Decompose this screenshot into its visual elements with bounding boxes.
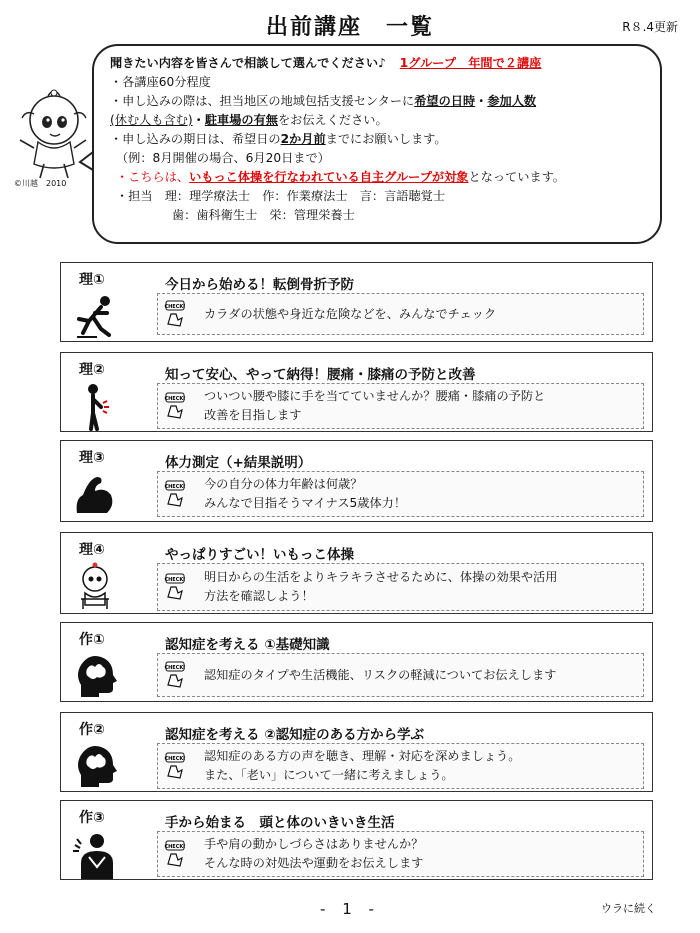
course-description [157, 293, 644, 335]
description-line: 認知症のある方の声を聴き、理解・対応を深めましょう。 [204, 749, 521, 763]
bubble-text: となっています。 [468, 170, 565, 184]
course-code: 作① [79, 632, 105, 648]
course-code: 理② [79, 362, 105, 378]
check-badge-icon [164, 573, 186, 601]
course-code: 理③ [79, 450, 105, 466]
back-pain-icon [71, 381, 119, 433]
bubble-line-2: ・各講座60分程度 [110, 75, 211, 89]
course-title: 手から始まる 頭と体のいきいき生活 [165, 815, 395, 831]
course-description-text [204, 835, 637, 873]
bubble-line-9: 歯：歯科衛生士 栄：管理栄養士 [172, 208, 355, 222]
description-line: 今の自分の体力年齢は何歳？ [204, 477, 363, 491]
course-description-text [204, 666, 637, 685]
check-badge-icon [164, 300, 186, 328]
course-code: 作③ [79, 810, 105, 826]
course-code: 理④ [79, 542, 105, 558]
bubble-text: ・申し込みの期日は、希望日の [110, 132, 281, 146]
course-title: 知って安心、やって納得！腰痛・膝痛の予防と改善 [165, 367, 476, 383]
course-title: 認知症を考える ①基礎知識 [165, 637, 330, 653]
course-description-text [204, 747, 637, 785]
course-description-text [204, 568, 637, 606]
updated-date: R８.4更新 [622, 20, 678, 34]
continued-note: ウラに続く [601, 902, 656, 915]
description-line: カラダの状態や身近な危険などを、みんなでチェック [204, 307, 497, 321]
bubble-participants: 参加人数 [487, 94, 537, 108]
check-badge-icon [164, 392, 186, 420]
course-card [60, 800, 653, 880]
course-code: 理① [79, 272, 105, 288]
course-title: 今日から始める！転倒骨折予防 [165, 277, 354, 293]
course-card [60, 622, 653, 702]
course-title: 体力測定（+結果説明） [165, 455, 312, 471]
bubble-line-6: （例：8月開催の場合、6月20日まで） [116, 151, 330, 165]
course-card [60, 712, 653, 792]
bubble-text: までにお願いします。 [325, 132, 447, 146]
falling-person-icon [71, 291, 119, 343]
bubble-deadline: 2か月前 [280, 132, 326, 146]
course-code: 作② [79, 722, 105, 738]
bubble-line-4 [110, 111, 646, 130]
bubble-line-7 [110, 168, 646, 187]
description-line: そんな時の対処法や運動をお伝えします [204, 856, 424, 870]
bubble-target: いもっこ体操を行なわれている自主グループが対象 [189, 170, 469, 184]
course-card [60, 440, 653, 522]
description-line: みんなで目指そうマイナス5歳体力！ [204, 496, 407, 510]
course-card [60, 352, 653, 432]
course-card [60, 262, 653, 342]
page-title: 出前講座 一覧 [265, 15, 434, 40]
description-line: 方法を確認しよう！ [204, 589, 314, 603]
brain-head-icon [71, 651, 119, 703]
check-badge-text: CHECK! [164, 577, 186, 583]
check-badge-icon [164, 840, 186, 868]
bubble-parking: 駐車場の有無 [204, 113, 278, 127]
course-title: 認知症を考える ②認知症のある方から学ぶ [165, 727, 425, 743]
description-line: 認知症のタイプや生活機能、リスクの軽減についてお伝えします [204, 668, 557, 682]
bubble-line-8: ・担当 理：理学療法士 作：作業療法士 言：言語聴覚士 [116, 189, 446, 203]
check-badge-icon [164, 480, 186, 508]
check-badge-text: CHECK! [164, 304, 186, 310]
bubble-request: 聞きたい内容を皆さんで相談して選んでください♪ [110, 56, 386, 70]
mascot-exercise-icon [71, 561, 119, 613]
check-badge-text: CHECK! [164, 756, 186, 762]
course-card [60, 532, 653, 614]
description-line: 明日からの生活をよりキラキラさせるために、体操の効果や活用 [204, 570, 558, 584]
brain-head-icon [71, 741, 119, 793]
description-line: 改善を目指します [204, 408, 302, 422]
course-description [157, 471, 644, 517]
course-title: やっぱりすごい！いもっこ体操 [165, 547, 354, 563]
course-description [157, 831, 644, 877]
course-description-text [204, 305, 637, 324]
bubble-absent-note: (休む人も含む) [110, 113, 193, 127]
page-number: - 1 - [320, 900, 380, 918]
check-badge-text: CHECK! [164, 484, 186, 490]
bubble-text: をお伝えください。 [277, 113, 388, 127]
bubble-dot: ・ [475, 94, 488, 108]
check-badge-icon [164, 661, 186, 689]
check-badge-text: CHECK! [164, 665, 186, 671]
copyright: ©川越 2010 [14, 179, 67, 188]
check-badge-text: CHECK! [164, 396, 186, 402]
description-line: また、「老い」について一緒に考えましょう。 [204, 768, 454, 782]
bubble-text: ・申し込みの際は、担当地区の地域包括支援センターに [110, 94, 415, 108]
bubble-line-5 [110, 130, 646, 149]
course-description-text [204, 475, 637, 513]
course-description [157, 383, 644, 429]
bubble-limit: 1グループ 年間で２講座 [399, 56, 542, 70]
course-description [157, 743, 644, 789]
course-description [157, 653, 644, 697]
check-badge-text: CHECK! [164, 844, 186, 850]
bubble-line-1 [110, 54, 646, 73]
course-description [157, 563, 644, 611]
bubble-dot: ・ [192, 113, 205, 127]
shoulder-pain-icon [71, 829, 119, 881]
bubble-desired-date: 希望の日時 [414, 94, 476, 108]
muscle-arm-icon [71, 469, 119, 521]
info-bubble [92, 44, 662, 244]
bubble-line-3 [110, 92, 646, 111]
description-line: 手や肩の動かしづらさはありませんか？ [204, 837, 424, 851]
description-line: ついつい腰や膝に手を当てていませんか？腰痛・膝痛の予防と [204, 389, 546, 403]
check-badge-icon [164, 752, 186, 780]
bubble-text: ・こちらは、 [116, 170, 190, 184]
course-description-text [204, 387, 637, 425]
